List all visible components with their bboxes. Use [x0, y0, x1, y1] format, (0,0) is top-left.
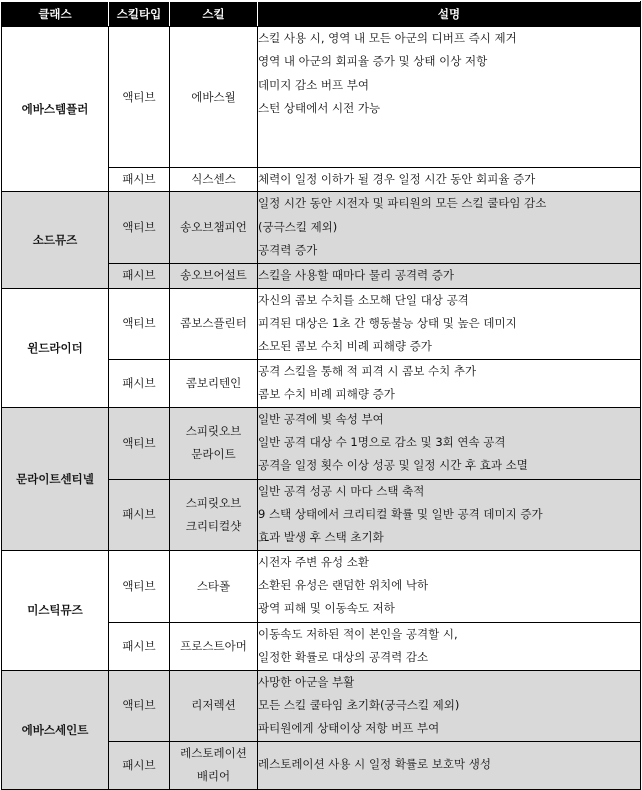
skill-name: 스피릿오브 크리티컬샷: [170, 479, 258, 550]
header-class: 클래스: [2, 2, 109, 27]
skill-name: 프로스트아머: [170, 622, 258, 670]
skill-type: 패시브: [109, 741, 170, 789]
skill-name: 레스토레이션 배리어: [170, 741, 258, 789]
skill-description: 자신의 콤보 수치를 소모해 단일 대상 공격 피격된 대상은 1초 간 행동불능 상태 및 높은 데미지 소모된 콤보 수치 비례 피해량 증가: [258, 288, 641, 359]
skill-description: 시전자 주변 유성 소환 소환된 유성은 랜덤한 위치에 낙하 광역 피해 및 이동속도 저하: [258, 550, 641, 622]
skill-name: 리저렉션: [170, 670, 258, 741]
class-name: 문라이트센티넬: [2, 407, 109, 550]
skills-table: [1, 1, 641, 790]
skill-name: 콤보리텐인: [170, 359, 258, 407]
header-skill-type: 스킬타입: [109, 2, 170, 27]
skill-name: 식스센스: [170, 168, 258, 192]
skill-type: 패시브: [109, 168, 170, 192]
table-row: [2, 550, 641, 622]
skill-name: 에바스월: [170, 27, 258, 168]
skill-type: 패시브: [109, 264, 170, 288]
skill-name: 스타폴: [170, 550, 258, 622]
skill-type: 액티브: [109, 407, 170, 479]
skill-type: 패시브: [109, 479, 170, 550]
table-row: [2, 192, 641, 264]
class-name: 미스틱뮤즈: [2, 550, 109, 670]
table-row: [2, 27, 641, 168]
skill-description: 사망한 아군을 부활 모든 스킬 쿨타임 초기화(궁극스킬 제외) 파티원에게 상태이상 저항 버프 부여: [258, 670, 641, 741]
skill-name: 송오브챔피언: [170, 192, 258, 264]
skill-description: 일정 시간 동안 시전자 및 파티원의 모든 스킬 쿨타임 감소 (궁극스킬 제외) 공격력 증가: [258, 192, 641, 264]
class-name: 에바스세인트: [2, 670, 109, 789]
skill-description: 일반 공격 성공 시 마다 스택 축적 9 스택 상태에서 크리티컬 확률 및 일반 공격 데미지 증가 효과 발생 후 스택 초기화: [258, 479, 641, 550]
skill-description: 스킬을 사용할 때마다 물리 공격력 증가: [258, 264, 641, 288]
skill-type: 액티브: [109, 27, 170, 168]
skill-description: 스킬 사용 시, 영역 내 모든 아군의 디버프 즉시 제거 영역 내 아군의 회피율 증가 및 상태 이상 저항 데미지 감소 버프 부여 스턴 상태에서 시전 가능: [258, 27, 641, 168]
skill-name: 스피릿오브 문라이트: [170, 407, 258, 479]
header-skill: 스킬: [170, 2, 258, 27]
skill-type: 패시브: [109, 359, 170, 407]
skill-description: 공격 스킬을 통해 적 피격 시 콤보 수치 추가 콤보 수치 비례 피해량 증가: [258, 359, 641, 407]
skill-description: 이동속도 저하된 적이 본인을 공격할 시, 일정한 확률로 대상의 공격력 감소: [258, 622, 641, 670]
table-row: [2, 407, 641, 479]
class-name: 소드뮤즈: [2, 192, 109, 288]
table-row: [2, 670, 641, 741]
skill-name: 콤보스플린터: [170, 288, 258, 359]
skill-description: 체력이 일정 이하가 될 경우 일정 시간 동안 회피율 증가: [258, 168, 641, 192]
table-header: [2, 2, 641, 27]
skill-description: 레스토레이션 사용 시 일정 확률로 보호막 생성: [258, 741, 641, 789]
skill-type: 액티브: [109, 550, 170, 622]
skill-type: 액티브: [109, 670, 170, 741]
table-row: [2, 288, 641, 359]
class-name: 에바스템플러: [2, 27, 109, 192]
skill-description: 일반 공격에 빛 속성 부여 일반 공격 대상 수 1명으로 감소 및 3회 연속 공격 공격을 일정 횟수 이상 성공 및 일정 시간 후 효과 소멸: [258, 407, 641, 479]
skill-type: 액티브: [109, 288, 170, 359]
skill-type: 패시브: [109, 622, 170, 670]
skill-name: 송오브어설트: [170, 264, 258, 288]
skill-type: 액티브: [109, 192, 170, 264]
header-description: 설명: [258, 2, 641, 27]
class-name: 윈드라이더: [2, 288, 109, 407]
